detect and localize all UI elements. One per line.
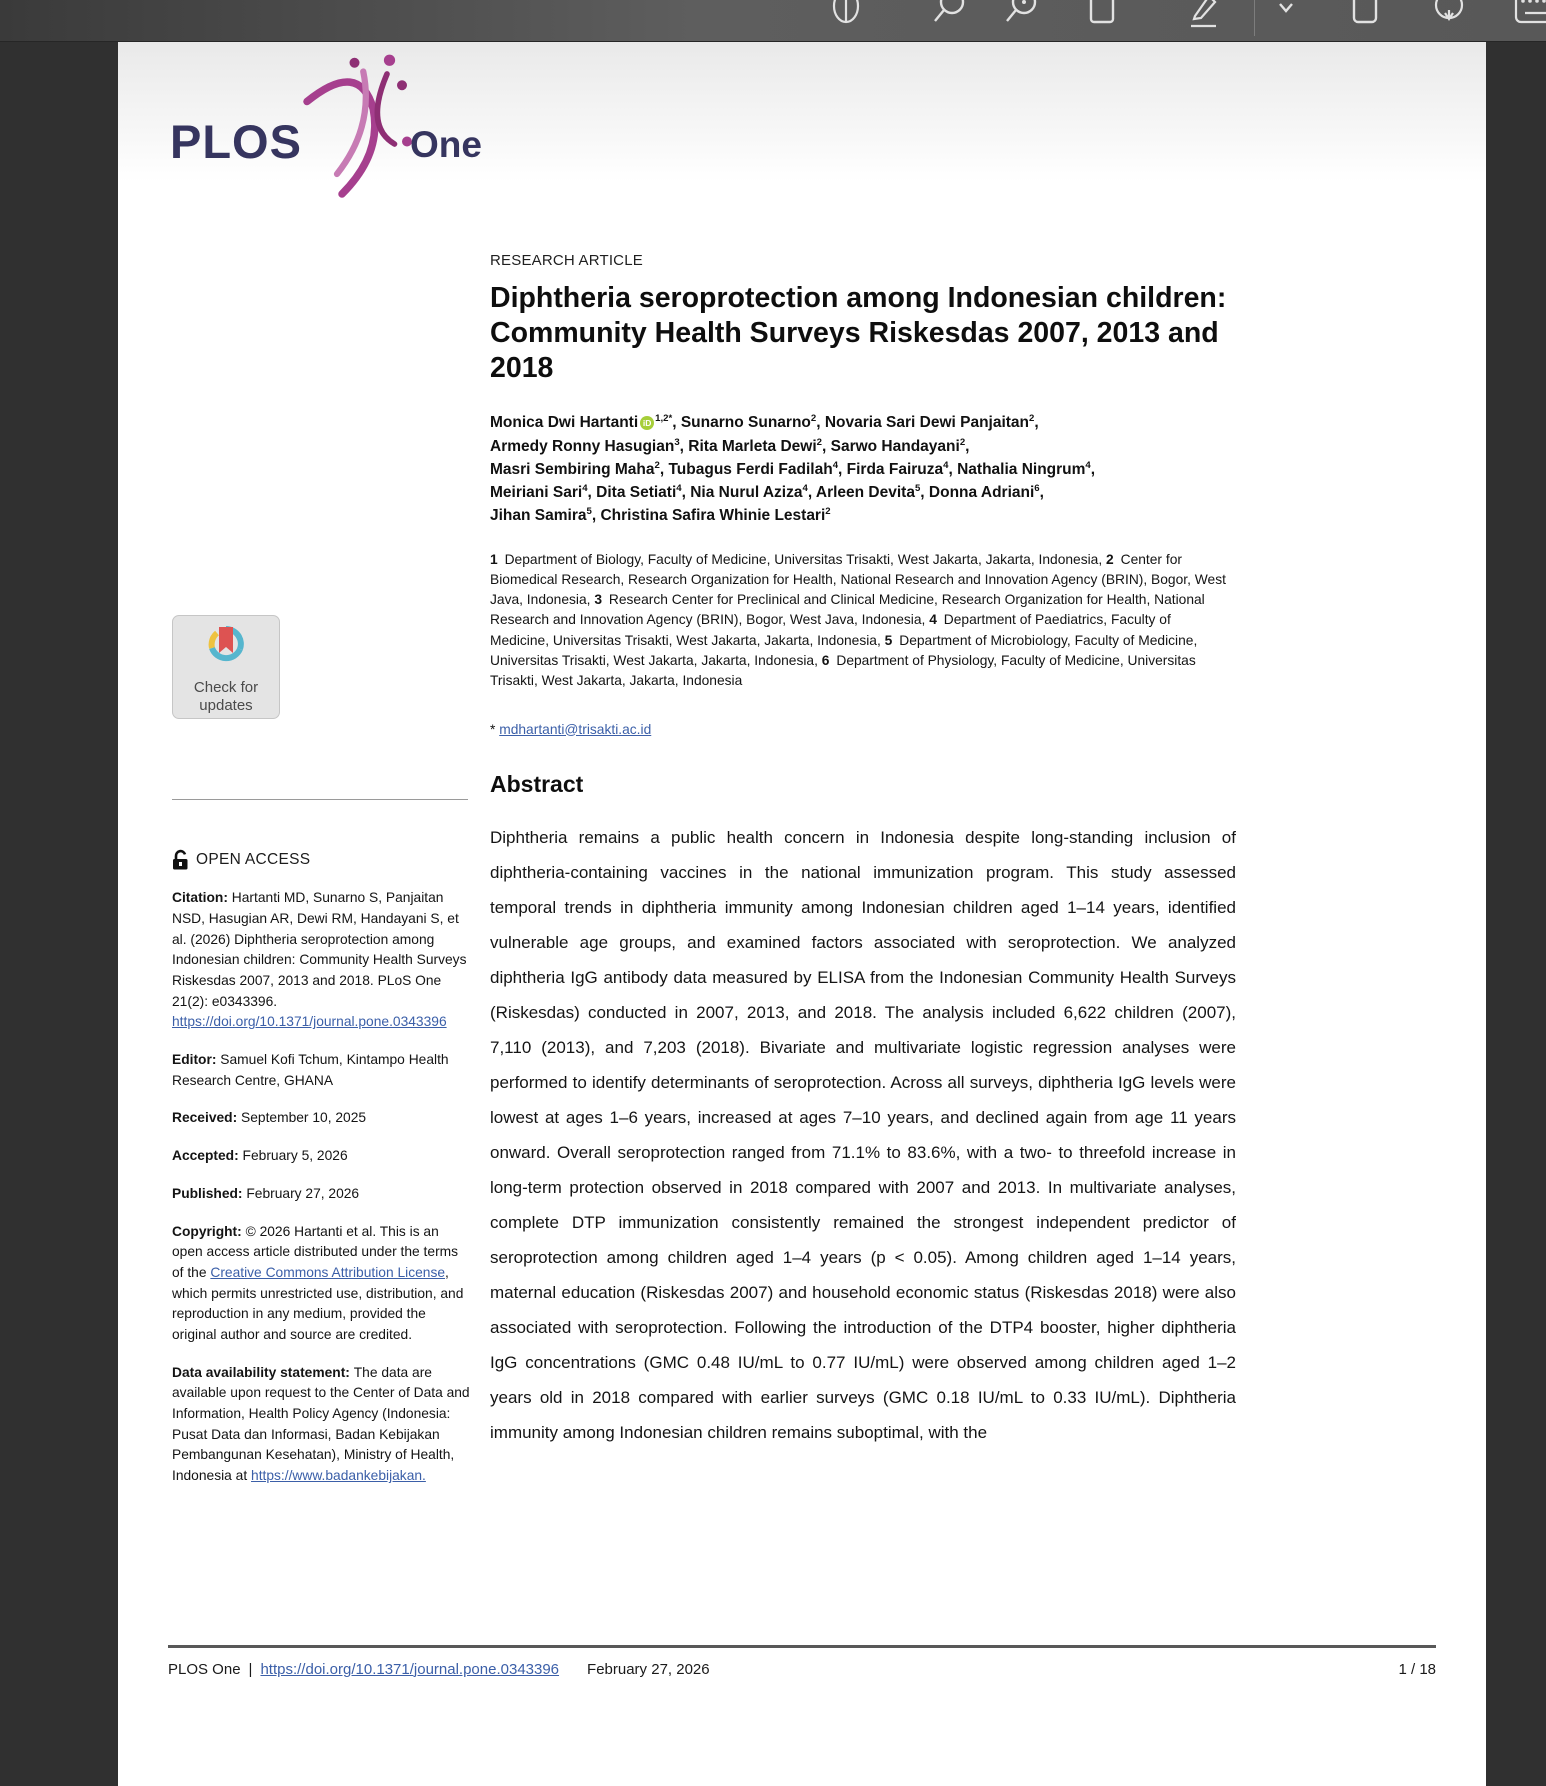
author-name: Novaria Sari Dewi Panjaitan: [824, 414, 1030, 432]
sidebar-entry: Published: February 27, 2026: [172, 1185, 360, 1201]
abstract-heading: Abstract: [490, 770, 584, 797]
pdf-viewer-toolbar: [0, 0, 1546, 42]
affiliation-number: 2: [1106, 551, 1114, 567]
author-name: Firda Fairuza: [846, 460, 944, 478]
pdf-page: [118, 42, 1486, 1786]
sidebar-entry: Received: September 10, 2025: [172, 1110, 367, 1126]
author-name: Monica Dwi Hartanti: [490, 414, 639, 432]
article-meta-sidebar: [172, 615, 472, 1487]
page-number: 1 / 18: [1398, 1660, 1436, 1678]
footer-rule: [168, 1645, 1436, 1648]
affiliation-number: 5: [884, 632, 893, 648]
plos-logo-text: PLOS: [170, 115, 302, 168]
zoom-in-icon[interactable]: [1004, 0, 1040, 34]
abstract-text: Diphtheria remains a public health concern in Indonesia despite long-standing inclusion of diphtheria-containing vaccines in the national immunization program. This study assessed temporal trends in diphtheria immunity among Indonesian children aged 1–14 years, identified vulnerable age groups, and examined factors associated with seroprotection. We analyzed diphtheria IgG antibody data measured by ELISA from the Indonesian Community Health Surveys (Riskesdas) conducted in 2007, 2013, and 2018. The analysis included 6,622 children (2007), 7,110 (2013), and 7,203 (2018). Bivariate and multivariate logistic regression analyses were performed to identify determinants of seroprotection. Across all surveys, diphtheria IgG levels were lowest at ages 1–6 years, increased at ages 7–10 years, and declined again from age 11 years onward. Overall seroprotection ranged from 71.1% to 83.6%, with a two- to threefold increase in long-term protection observed in 2018 compared with 2007 and 2013. In multivariate analyses, complete DTP immunization consistently remained the strongest independent predictor of seroprotection among children aged 1–4 years (p < 0.05). Among children aged 1–14 years, maternal education (Riskesdas 2007) and household economic status (Riskesdas 2018) were also associated with seroprotection. Following the introduction of the DTP4 booster, higher diphtheria IgG concentrations (GMC 0.48 IU/mL to 0.77 IU/mL) were observed among children aged 1–2 years old in 2018 compared with earlier surveys (GMC 0.18 IU/mL to 0.33 IU/mL). Diphtheria immunity among Indonesian children remains suboptimal, with the: [490, 827, 1236, 1442]
sidebar-entry: Citation: Hartanti MD, Sunarno S, Panjaitan NSD, Hasugian AR, Dewi RM, Handayani S, et al. (2026) Diphtheria seroprotection among Indonesian children: Community Health Surveys Riskesdas 2007, 2013 and 2018. PLoS One 21(2): e0343396. https://doi.org/10.1371/journal.pone.0343396: [172, 890, 467, 1030]
affiliation-number: 4: [929, 612, 937, 628]
affiliation-number: 1: [490, 551, 498, 567]
open-access-label: OPEN ACCESS: [196, 851, 311, 868]
affiliation-number: 3: [594, 592, 602, 608]
author-name: Christina Safira Whinie Lestari: [600, 507, 826, 525]
author-list: Monica Dwi Hartanti iD $^{1,2*}$, Sunarno Sunarno$^2$, Novaria Sari Dewi Panjaitan$^2$, Armedy Ronny Hasugian$^3$, Rita Marleta Dewi$^2$, Sarwo Handayani$^2$, Masri Sembiring Maha$^2$, Tubagus Ferdi Fadilah$^4$, Firda Fairuza$^4$, Nathalia Ningrum$^4$, Meiriani Sari$^4$, Dita Setiati$^4$, Nia Nurul Aziza$^4$, Arleen Devita$^5$, Donna Adriani$^6$, Jihan Samira$^5$, Christina Safira Whinie Lestari$^2$: [490, 413, 1096, 525]
sidebar-entry: Accepted: February 5, 2026: [172, 1148, 348, 1164]
open-access-row: [172, 848, 472, 871]
page-footer: [168, 1645, 1436, 1678]
author-name: Sarwo Handayani: [830, 437, 960, 455]
plos-swirl-icon: [292, 54, 422, 204]
footer-date: February 27, 2026: [587, 1660, 710, 1678]
author-name: Tubagus Ferdi Fadilah: [668, 460, 833, 478]
article-type-kicker: RESEARCH ARTICLE: [490, 252, 643, 269]
author-name: Arleen Devita: [815, 484, 915, 502]
author-name: Donna Adriani: [928, 484, 1035, 502]
author-name: Armedy Ronny Hasugian: [490, 437, 675, 455]
article-main-column: [490, 252, 1236, 1450]
open-lock-icon: [172, 849, 189, 870]
page-note-icon[interactable]: [1084, 0, 1120, 34]
author-name: Nia Nurul Aziza: [690, 484, 803, 502]
markup-pen-icon[interactable]: [1185, 0, 1221, 34]
affiliation-number: 6: [821, 652, 830, 668]
author-name: Nathalia Ningrum: [957, 460, 1086, 478]
sidebar-notes: [172, 888, 472, 1487]
author-name: Masri Sembiring Maha: [490, 460, 655, 478]
affiliation-list: 1 Department of Biology, Faculty of Medicine, Universitas Trisakti, West Jakarta, Jakarta, Indonesia, 2 Center for Biomedical Research, Research Organization for Health, National Research and Innovation Agency (BRIN), Bogor, West Java, Indonesia, 3 Research Center for Preclinical and Clinical Medicine, Research Organization for Health, National Research and Innovation Agency (BRIN), Bogor, West Java, Indonesia, 4 Department of Paediatrics, Faculty of Medicine, Universitas Trisakti, West Jakarta, Jakarta, Indonesia, 5 Department of Microbiology, Faculty of Medicine, Universitas Trisakti, West Jakarta, Jakarta, Indonesia, 6 Department of Physiology, Faculty of Medicine, Universitas Trisakti, West Jakarta, Jakarta, Indonesia: [490, 551, 1226, 689]
toolbar-divider: [1254, 0, 1255, 36]
check-for-updates-badge[interactable]: [172, 615, 280, 719]
draw-tool-icon[interactable]: [1431, 0, 1467, 34]
check-for-updates-label: Check for updates: [193, 678, 259, 714]
crossmark-icon: [204, 624, 248, 670]
corresponding-email-link[interactable]: mdhartanti@trisakti.ac.id: [499, 721, 652, 737]
zoom-out-icon[interactable]: [932, 0, 968, 34]
author-name: Jihan Samira: [490, 507, 587, 525]
corresponding-marker: *: [490, 721, 496, 737]
article-title: Diphtheria seroprotection among Indonesian children: Community Health Surveys Riskesdas 2007, 2013 and 2018: [490, 282, 1227, 384]
sidebar-entry: Editor: Samuel Kofi Tchum, Kintampo Health Research Centre, GHANA: [172, 1052, 449, 1088]
sidebar-entry: Data availability statement: The data are available upon request to the Center of Data and Information, Health Policy Agency (Indonesia: Pusat Data dan Informasi, Badan Kebijakan Pembangunan Kesehatan), Ministry of Health, Indonesia at https://www.badankebijakan.: [172, 1364, 470, 1484]
sidebar-link[interactable]: https://www.badankebijakan.: [251, 1468, 426, 1484]
footer-separator: |: [248, 1660, 253, 1678]
select-tool-icon[interactable]: [828, 0, 864, 34]
document-canvas[interactable]: [0, 42, 1546, 1786]
corresponding-author-row: [490, 722, 1236, 737]
footer-doi-link[interactable]: https://doi.org/10.1371/journal.pone.0343396: [260, 1660, 560, 1678]
page-thumbnail-icon[interactable]: [1347, 0, 1383, 34]
sidebar-link[interactable]: Creative Commons Attribution License: [210, 1264, 446, 1280]
sidebar-link[interactable]: https://doi.org/10.1371/journal.pone.0343396: [172, 1014, 447, 1030]
sidebar-entry: Copyright: © 2026 Hartanti et al. This is an open access article distributed under the terms of the Creative Commons Attribution License, which permits unrestricted use, distribution, and reproduction in any medium, provided the original author and source are credited.: [172, 1223, 464, 1342]
markup-chevron-icon[interactable]: [1278, 2, 1294, 14]
author-name: Dita Setiati: [596, 484, 677, 502]
author-name: Sunarno Sunarno: [680, 414, 811, 432]
author-name: Rita Marleta Dewi: [688, 437, 817, 455]
orcid-icon[interactable]: iD: [640, 416, 654, 430]
more-tools-icon[interactable]: [1512, 0, 1546, 34]
author-name: Meiriani Sari: [490, 484, 583, 502]
footer-journal-name: PLOS One: [168, 1660, 241, 1678]
plos-one-logo: [170, 72, 500, 212]
one-logo-text: One: [410, 124, 482, 165]
sidebar-divider: [172, 799, 468, 800]
